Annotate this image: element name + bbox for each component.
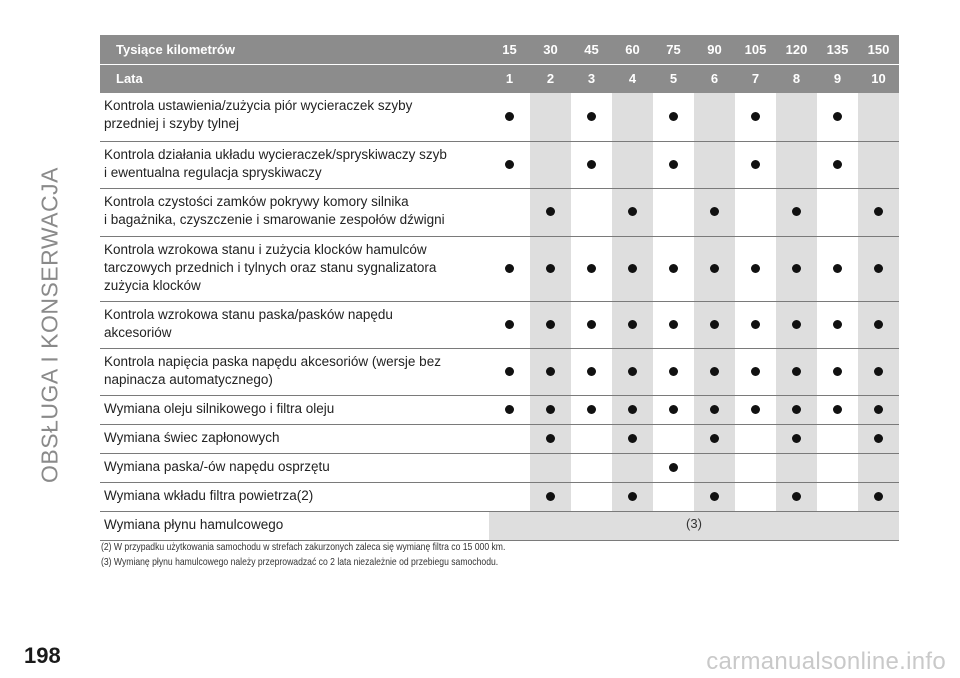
header-km-60: 60 (612, 35, 653, 64)
task-label-line: tarczowych przednich i tylnych oraz stanu sygnalizatora (104, 259, 437, 275)
scheduled-dot-icon (792, 405, 801, 414)
header-km-105: 105 (735, 35, 776, 64)
task-label-line: Wymiana wkładu filtra powietrza(2) (104, 487, 314, 503)
schedule-cell (858, 188, 899, 236)
task-label-line: i ewentualna regulacja spryskiwaczy (104, 164, 322, 180)
header-km-45: 45 (571, 35, 612, 64)
schedule-cell (735, 348, 776, 395)
schedule-cell (694, 482, 735, 511)
schedule-cell (694, 424, 735, 453)
scheduled-dot-icon (546, 367, 555, 376)
scheduled-dot-icon (710, 492, 719, 501)
scheduled-dot-icon (874, 320, 883, 329)
schedule-cell (817, 424, 858, 453)
task-label-line: Kontrola czystości zamków pokrywy komory silnika (104, 193, 409, 209)
schedule-cell (653, 93, 694, 141)
schedule-cell (817, 188, 858, 236)
table-row (100, 188, 899, 236)
header-years-label: Lata (100, 64, 489, 93)
scheduled-dot-icon (710, 405, 719, 414)
task-label-line: zużycia klocków (104, 277, 201, 293)
task-label-line: Wymiana płynu hamulcowego (104, 516, 284, 532)
table-row (100, 236, 899, 301)
scheduled-dot-icon (505, 367, 514, 376)
chapter-title: OBSŁUGA I KONSERWACJA (36, 167, 63, 483)
schedule-cell (694, 453, 735, 482)
scheduled-dot-icon (628, 405, 637, 414)
schedule-cell (735, 236, 776, 301)
task-label-line: i bagażnika, czyszczenie i smarowanie zespołów dźwigni (104, 211, 445, 227)
task-label (100, 301, 489, 348)
header-row-kilometers (100, 35, 899, 64)
schedule-cell (694, 395, 735, 424)
scheduled-dot-icon (546, 405, 555, 414)
scheduled-dot-icon (833, 264, 842, 273)
page-number: 198 (24, 643, 61, 668)
header-year-10: 10 (858, 64, 899, 93)
schedule-cell (694, 236, 735, 301)
schedule-cell (612, 453, 653, 482)
scheduled-dot-icon (710, 207, 719, 216)
header-km-90: 90 (694, 35, 735, 64)
scheduled-dot-icon (505, 112, 514, 121)
header-year-3: 3 (571, 64, 612, 93)
scheduled-dot-icon (792, 207, 801, 216)
scheduled-dot-icon (669, 320, 678, 329)
scheduled-dot-icon (628, 492, 637, 501)
schedule-cell (735, 453, 776, 482)
schedule-cell (489, 424, 530, 453)
header-year-5: 5 (653, 64, 694, 93)
schedule-cell (571, 236, 612, 301)
table-row (100, 424, 899, 453)
schedule-cell (530, 141, 571, 188)
scheduled-dot-icon (505, 160, 514, 169)
scheduled-dot-icon (669, 405, 678, 414)
header-year-1: 1 (489, 64, 530, 93)
schedule-cell (776, 236, 817, 301)
schedule-cell (858, 482, 899, 511)
schedule-cell (817, 301, 858, 348)
header-km-150: 150 (858, 35, 899, 64)
maintenance-schedule-table (100, 35, 899, 541)
schedule-cell (653, 453, 694, 482)
scheduled-dot-icon (669, 112, 678, 121)
schedule-cell (653, 301, 694, 348)
schedule-cell (653, 395, 694, 424)
schedule-cell (694, 141, 735, 188)
task-label (100, 93, 489, 141)
schedule-cell (489, 453, 530, 482)
schedule-cell (858, 301, 899, 348)
scheduled-dot-icon (833, 320, 842, 329)
schedule-cell (858, 141, 899, 188)
table-row (100, 511, 899, 540)
schedule-cell (694, 93, 735, 141)
scheduled-dot-icon (546, 434, 555, 443)
table-row (100, 348, 899, 395)
table-row (100, 453, 899, 482)
header-year-7: 7 (735, 64, 776, 93)
scheduled-dot-icon (792, 367, 801, 376)
schedule-cell (571, 395, 612, 424)
schedule-cell (530, 482, 571, 511)
schedule-cell (653, 236, 694, 301)
schedule-cell (735, 188, 776, 236)
scheduled-dot-icon (628, 367, 637, 376)
task-label (100, 424, 489, 453)
table-row (100, 301, 899, 348)
header-km-135: 135 (817, 35, 858, 64)
schedule-cell (530, 236, 571, 301)
table-row (100, 395, 899, 424)
task-label-line: Wymiana oleju silnikowego i filtra oleju (104, 400, 335, 416)
footnote-3: (3) Wymianę płynu hamulcowego należy przeprowadzać co 2 lata niezależnie od przebiegu samochodu. (101, 556, 499, 568)
scheduled-dot-icon (874, 207, 883, 216)
schedule-cell (817, 348, 858, 395)
schedule-cell (653, 482, 694, 511)
schedule-cell (612, 424, 653, 453)
schedule-cell (612, 301, 653, 348)
schedule-cell (612, 93, 653, 141)
task-label (100, 482, 489, 511)
schedule-cell (530, 301, 571, 348)
scheduled-dot-icon (628, 207, 637, 216)
table-row (100, 93, 899, 141)
scheduled-dot-icon (669, 463, 678, 472)
scheduled-dot-icon (874, 405, 883, 414)
schedule-cell (612, 395, 653, 424)
schedule-cell (489, 301, 530, 348)
scheduled-dot-icon (751, 320, 760, 329)
header-km-75: 75 (653, 35, 694, 64)
schedule-cell (776, 453, 817, 482)
scheduled-dot-icon (751, 112, 760, 121)
scheduled-dot-icon (505, 320, 514, 329)
schedule-cell (776, 348, 817, 395)
task-label-line: Kontrola napięcia paska napędu akcesoriów (wersje bez (104, 353, 441, 369)
task-label-line: przedniej i szyby tylnej (104, 116, 240, 131)
schedule-cell (489, 348, 530, 395)
header-year-9: 9 (817, 64, 858, 93)
schedule-cell (858, 93, 899, 141)
schedule-cell (776, 424, 817, 453)
schedule-cell (530, 424, 571, 453)
schedule-cell (776, 93, 817, 141)
task-label (100, 141, 489, 188)
task-label-line: napinacza automatycznego) (104, 371, 273, 387)
task-label-line: Wymiana paska/-ów napędu osprzętu (104, 458, 330, 474)
scheduled-dot-icon (628, 434, 637, 443)
schedule-cell (612, 482, 653, 511)
schedule-cell (817, 453, 858, 482)
schedule-cell (489, 395, 530, 424)
schedule-cell (571, 93, 612, 141)
task-label (100, 395, 489, 424)
header-row-years (100, 64, 899, 93)
table-row (100, 141, 899, 188)
scheduled-dot-icon (874, 264, 883, 273)
schedule-cell (489, 482, 530, 511)
schedule-cell (858, 424, 899, 453)
task-label (100, 453, 489, 482)
scheduled-dot-icon (628, 264, 637, 273)
footnote-2: (2) W przypadku użytkowania samochodu w strefach zakurzonych zaleca się wymianę filtra co 15 000 km. (101, 541, 506, 553)
schedule-cell (571, 301, 612, 348)
task-label (100, 236, 489, 301)
scheduled-dot-icon (587, 160, 596, 169)
scheduled-dot-icon (669, 264, 678, 273)
task-label (100, 511, 489, 540)
header-km-15: 15 (489, 35, 530, 64)
scheduled-dot-icon (505, 264, 514, 273)
scheduled-dot-icon (587, 405, 596, 414)
schedule-cell (858, 348, 899, 395)
schedule-cell (489, 93, 530, 141)
schedule-cell (571, 482, 612, 511)
scheduled-dot-icon (505, 405, 514, 414)
task-label-line: akcesoriów (104, 324, 172, 340)
scheduled-dot-icon (792, 434, 801, 443)
task-label-line: Kontrola ustawienia/zużycia piór wycieraczek szyby (104, 98, 413, 113)
scheduled-dot-icon (792, 320, 801, 329)
schedule-cell (530, 348, 571, 395)
scheduled-dot-icon (628, 320, 637, 329)
header-kilometers-label: Tysiące kilometrów (100, 35, 489, 64)
schedule-cell (530, 453, 571, 482)
scheduled-dot-icon (546, 264, 555, 273)
header-year-4: 4 (612, 64, 653, 93)
scheduled-dot-icon (546, 207, 555, 216)
schedule-cell (571, 141, 612, 188)
scheduled-dot-icon (792, 492, 801, 501)
scheduled-dot-icon (587, 320, 596, 329)
schedule-cell (530, 93, 571, 141)
scheduled-dot-icon (587, 264, 596, 273)
schedule-cell (612, 236, 653, 301)
scheduled-dot-icon (833, 112, 842, 121)
schedule-cell (653, 424, 694, 453)
task-label-line: Kontrola działania układu wycieraczek/spryskiwaczy szyb (104, 146, 447, 162)
schedule-cell (530, 188, 571, 236)
scheduled-dot-icon (587, 367, 596, 376)
scheduled-dot-icon (751, 367, 760, 376)
scheduled-dot-icon (833, 160, 842, 169)
schedule-cell (735, 395, 776, 424)
scheduled-dot-icon (874, 492, 883, 501)
schedule-cell (653, 188, 694, 236)
schedule-cell (653, 348, 694, 395)
schedule-cell (776, 301, 817, 348)
schedule-cell (817, 395, 858, 424)
scheduled-dot-icon (587, 112, 596, 121)
schedule-cell (735, 301, 776, 348)
schedule-cell (858, 395, 899, 424)
schedule-cell (571, 424, 612, 453)
scheduled-dot-icon (751, 160, 760, 169)
schedule-cell (694, 188, 735, 236)
task-label-line: Wymiana świec zapłonowych (104, 429, 280, 445)
schedule-cell (489, 141, 530, 188)
schedule-cell (653, 141, 694, 188)
scheduled-dot-icon (546, 492, 555, 501)
table-row (100, 482, 899, 511)
schedule-cell (489, 188, 530, 236)
schedule-cell (530, 395, 571, 424)
scheduled-dot-icon (833, 405, 842, 414)
schedule-cell (858, 453, 899, 482)
scheduled-dot-icon (833, 367, 842, 376)
schedule-cell (776, 395, 817, 424)
schedule-cell (735, 141, 776, 188)
watermark: carmanualsonline.info (706, 648, 946, 675)
schedule-cell (694, 348, 735, 395)
schedule-cell (571, 188, 612, 236)
schedule-cell (612, 188, 653, 236)
header-km-30: 30 (530, 35, 571, 64)
scheduled-dot-icon (669, 367, 678, 376)
schedule-cell (735, 482, 776, 511)
interval-note: (3) (489, 511, 899, 540)
schedule-cell (735, 424, 776, 453)
schedule-cell (776, 188, 817, 236)
schedule-cell (612, 348, 653, 395)
scheduled-dot-icon (792, 264, 801, 273)
header-year-6: 6 (694, 64, 735, 93)
schedule-cell (817, 141, 858, 188)
scheduled-dot-icon (874, 434, 883, 443)
schedule-cell (817, 482, 858, 511)
schedule-cell (817, 93, 858, 141)
scheduled-dot-icon (710, 434, 719, 443)
scheduled-dot-icon (710, 367, 719, 376)
scheduled-dot-icon (874, 367, 883, 376)
scheduled-dot-icon (669, 160, 678, 169)
scheduled-dot-icon (710, 320, 719, 329)
task-label (100, 348, 489, 395)
schedule-cell (735, 93, 776, 141)
schedule-cell (858, 236, 899, 301)
header-year-2: 2 (530, 64, 571, 93)
schedule-cell (571, 348, 612, 395)
schedule-cell (489, 236, 530, 301)
header-km-120: 120 (776, 35, 817, 64)
schedule-cell (612, 141, 653, 188)
header-year-8: 8 (776, 64, 817, 93)
task-label-line: Kontrola wzrokowa stanu paska/pasków napędu (104, 306, 393, 322)
footnotes (101, 540, 757, 570)
schedule-cell (571, 453, 612, 482)
scheduled-dot-icon (546, 320, 555, 329)
task-label-line: Kontrola wzrokowa stanu i zużycia klocków hamulców (104, 241, 427, 257)
schedule-cell (694, 301, 735, 348)
scheduled-dot-icon (751, 405, 760, 414)
scheduled-dot-icon (751, 264, 760, 273)
schedule-cell (817, 236, 858, 301)
scheduled-dot-icon (710, 264, 719, 273)
schedule-cell (776, 482, 817, 511)
task-label (100, 188, 489, 236)
schedule-cell (776, 141, 817, 188)
